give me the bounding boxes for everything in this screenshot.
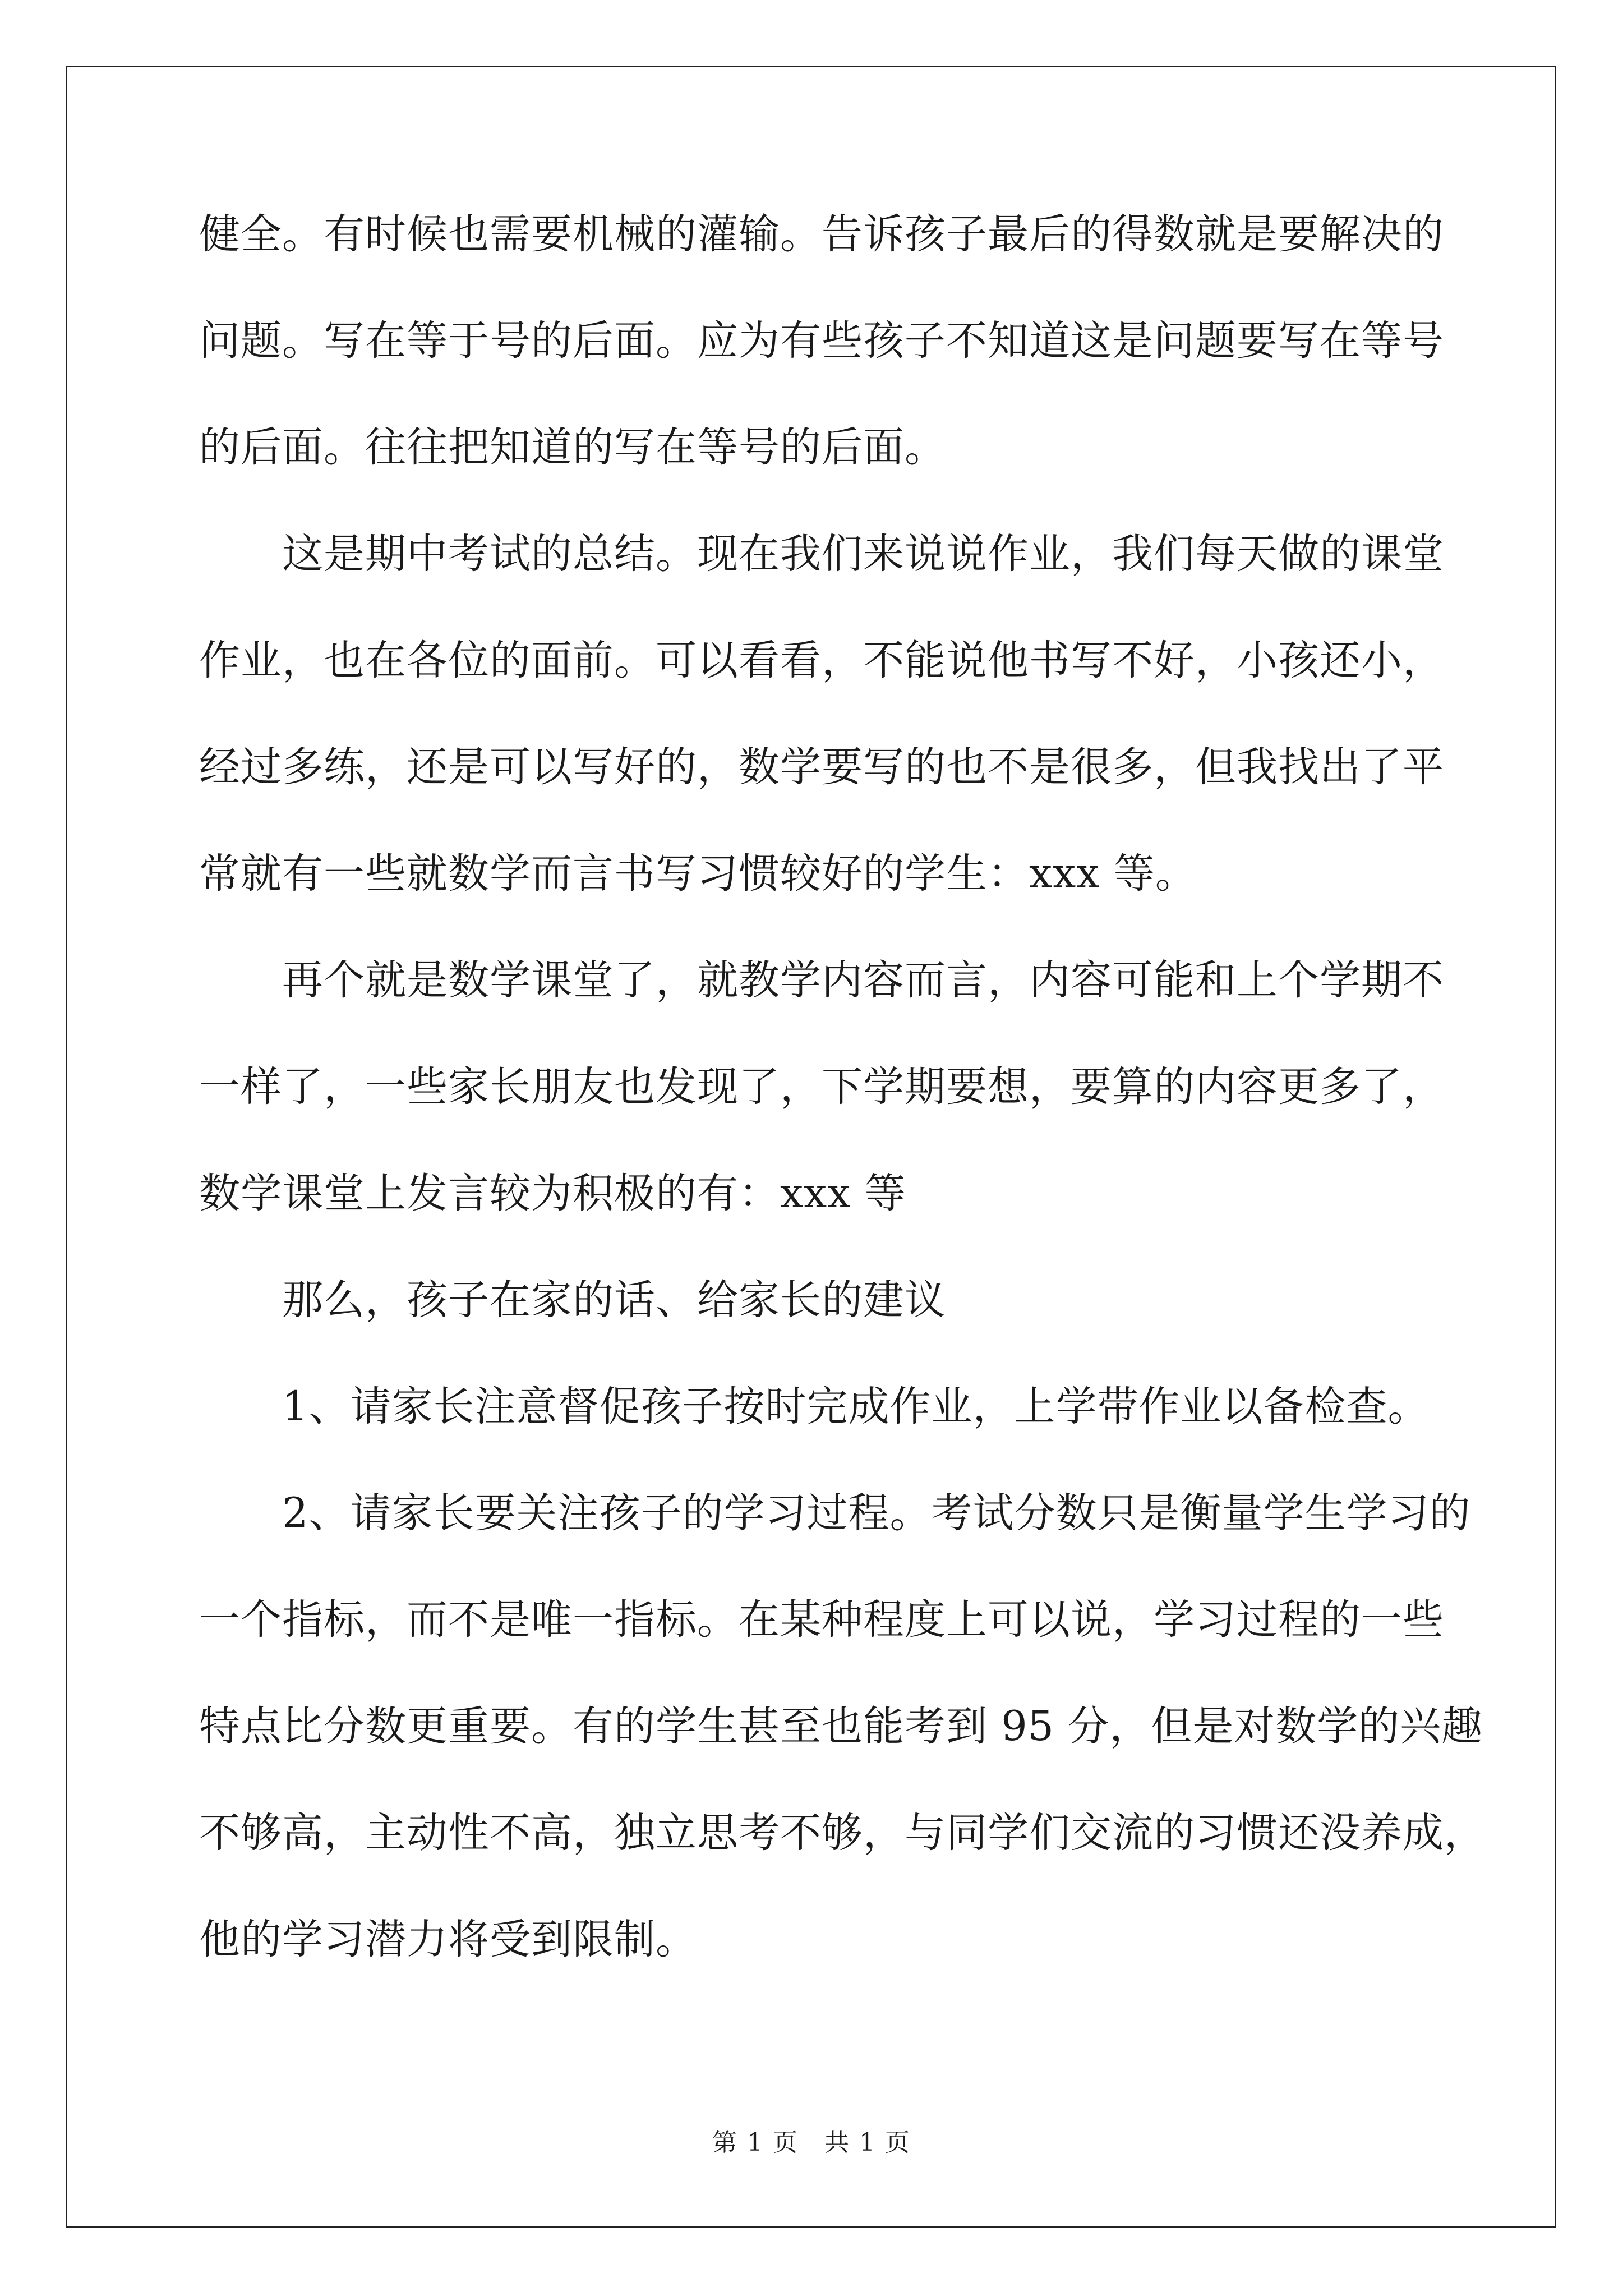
text-line: 一样了，一些家长朋友也发现了，下学期要想，要算的内容更多了， [199,1063,1444,1111]
text-line: 的后面。往往把知道的写在等号的后面。 [199,424,946,471]
text-line: 他的学习潜力将受到限制。 [199,1916,697,1963]
text-line: 健全。有时候也需要机械的灌输。告诉孩子最后的得数就是要解决的 [199,210,1444,258]
text-line: 这是期中考试的总结。现在我们来说说作业，我们每天做的课堂 [199,530,1444,578]
text-line: 数学课堂上发言较为积极的有：xxx 等 [199,1170,906,1217]
text-line: 那么，孩子在家的话、给家长的建议 [199,1276,946,1324]
text-line: 再个就是数学课堂了，就教学内容而言，内容可能和上个学期不 [199,956,1444,1004]
text-line: 经过多练，还是可以写好的，数学要写的也不是很多，但我找出了平 [199,743,1444,791]
page-footer: 第 1 页 共 1 页 [712,2128,911,2157]
text-line: 问题。写在等于号的后面。应为有些孩子不知道这是问题要写在等号 [199,317,1444,365]
text-line: 一个指标，而不是唯一指标。在某种程度上可以说，学习过程的一些 [199,1596,1444,1644]
text-line: 不够高，主动性不高，独立思考不够，与同学们交流的习惯还没养成， [199,1809,1486,1857]
text-line: 常就有一些就数学而言书写习惯较好的学生：xxx 等。 [199,850,1197,898]
text-line: 2、请家长要关注孩子的学习过程。考试分数只是衡量学生学习的 [199,1489,1471,1537]
page-border [66,66,1556,2228]
text-line: 作业，也在各位的面前。可以看看，不能说他书写不好，小孩还小， [199,637,1444,684]
text-line: 1、请家长注意督促孩子按时完成作业，上学带作业以备检查。 [199,1383,1430,1430]
text-line: 特点比分数更重要。有的学生甚至也能考到 95 分，但是对数学的兴趣 [199,1703,1483,1750]
